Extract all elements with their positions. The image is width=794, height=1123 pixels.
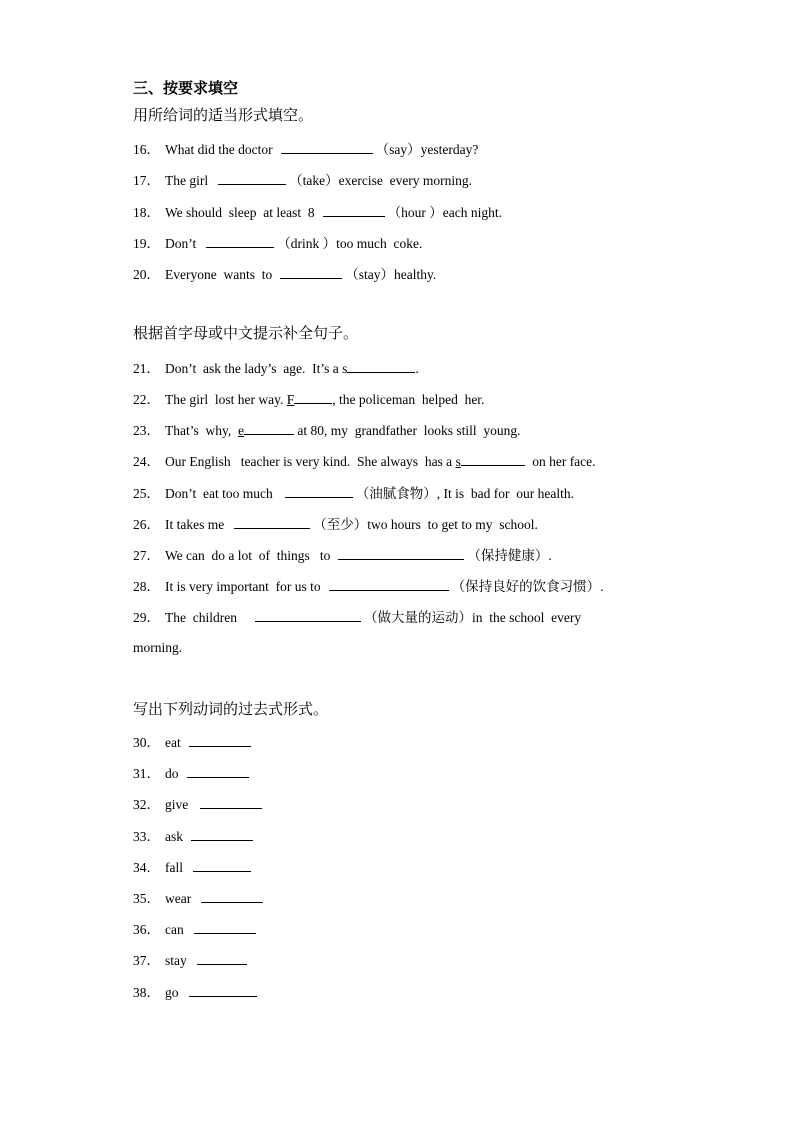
question-30 [133,733,254,752]
question-text: What did the doctor [165,142,273,157]
question-22 [133,390,484,409]
question-38 [133,983,260,1002]
verb-word: do [165,766,179,781]
question-hint: （stay）healthy. [345,267,437,282]
question-28 [133,577,603,596]
question-number: 20． [133,267,160,282]
question-number: 27． [133,548,160,563]
question-text: Don’t ask the lady’s age. It’s a s [165,361,348,376]
section-title: 三、按要求填空 [133,81,239,97]
question-text: Don’t eat too much [165,486,273,501]
answer-blank[interactable] [234,515,310,529]
question-number: 30． [133,735,160,750]
question-number: 28． [133,579,160,594]
first-letter-hint: e [238,423,244,438]
question-number: 32． [133,797,160,812]
question-text-end: at 80, my grandfather looks still young. [294,423,521,438]
question-text-end: on her face. [528,454,596,469]
question-text: It takes me [165,517,225,532]
question-33 [133,827,256,846]
question-text: We should sleep at least 8 [165,205,315,220]
part2-instruction: 根据首字母或中文提示补全句子。 [133,326,359,342]
verb-word: stay [165,953,187,968]
answer-blank[interactable] [285,484,353,498]
answer-blank[interactable] [206,234,274,248]
question-19 [133,234,422,253]
question-number: 24． [133,454,160,469]
answer-blank[interactable] [323,203,385,217]
answer-blank[interactable] [338,546,464,560]
verb-word: can [165,922,184,937]
verb-word: eat [165,735,181,750]
answer-blank[interactable] [189,983,257,997]
question-24 [133,452,596,471]
question-text: The girl [165,173,209,188]
question-hint: （hour ）each night. [387,205,502,220]
question-31 [133,764,252,783]
question-18 [133,203,502,222]
verb-word: ask [165,829,183,844]
question-36 [133,920,259,939]
answer-blank[interactable] [191,827,253,841]
answer-blank[interactable] [244,421,294,435]
answer-blank[interactable] [189,733,251,747]
question-26 [133,515,538,534]
verb-word: fall [165,860,183,875]
question-text-end: . [415,361,419,376]
question-21 [133,359,419,378]
question-text: That’s why, [165,423,232,438]
question-number: 25． [133,486,160,501]
question-32 [133,795,265,814]
answer-blank[interactable] [194,920,256,934]
question-29 [133,608,581,627]
question-29-wrap: morning. [133,640,183,655]
first-letter-hint: s [455,454,461,469]
question-text-end: （至少）two hours to get to my school. [313,517,538,532]
question-27 [133,546,552,565]
question-number: 21． [133,361,160,376]
question-16 [133,140,478,159]
question-number: 29． [133,610,160,625]
question-number: 35． [133,891,160,906]
question-text-end: （做大量的运动）in the school every [363,610,582,625]
answer-blank[interactable] [294,390,332,404]
question-text: Our English teacher is very kind. She always has a [165,454,453,469]
question-text: Don’t [165,236,197,251]
answer-blank[interactable] [200,795,262,809]
question-text-end: （油腻食物）, It is bad for our health. [355,486,574,501]
question-text: We can do a lot of things to [165,548,331,563]
question-number: 38． [133,985,160,1000]
part3-instruction: 写出下列动词的过去式形式。 [133,702,329,718]
answer-blank[interactable] [280,265,342,279]
verb-word: wear [165,891,192,906]
answer-blank[interactable] [218,171,286,185]
answer-blank[interactable] [347,359,415,373]
question-25 [133,484,574,503]
answer-blank[interactable] [255,608,361,622]
question-number: 18． [133,205,160,220]
verb-word: go [165,985,179,1000]
question-number: 36． [133,922,160,937]
question-number: 37． [133,953,160,968]
question-text: Everyone wants to [165,267,273,282]
question-number: 17． [133,173,160,188]
question-text: The girl lost her way. [165,392,284,407]
question-hint: （take）exercise every morning. [289,173,473,188]
question-text-end: , the policeman helped her. [332,392,485,407]
question-17 [133,171,472,190]
question-number: 23． [133,423,160,438]
part1-instruction: 用所给词的适当形式填空。 [133,108,314,124]
answer-blank[interactable] [281,140,373,154]
question-hint: （say）yesterday? [375,142,479,157]
question-23 [133,421,520,440]
question-text: It is very important for us to [165,579,321,594]
question-20 [133,265,436,284]
question-text: The children [165,610,237,625]
answer-blank[interactable] [187,764,249,778]
answer-blank[interactable] [201,889,263,903]
answer-blank[interactable] [193,858,251,872]
answer-blank[interactable] [329,577,449,591]
question-34 [133,858,254,877]
question-number: 19． [133,236,160,251]
question-number: 31． [133,766,160,781]
question-text-end: （保持健康）. [467,548,552,563]
question-37 [133,951,250,970]
question-number: 16． [133,142,160,157]
question-text-end: （保持良好的饮食习惯）. [451,579,604,594]
question-number: 33． [133,829,160,844]
answer-blank[interactable] [197,951,247,965]
verb-word: give [165,797,189,812]
question-number: 22． [133,392,160,407]
question-number: 26． [133,517,160,532]
question-35 [133,889,266,908]
question-hint: （drink ）too much coke. [277,236,423,251]
answer-blank[interactable] [461,452,525,466]
first-letter-hint: F [286,392,295,407]
question-number: 34． [133,860,160,875]
